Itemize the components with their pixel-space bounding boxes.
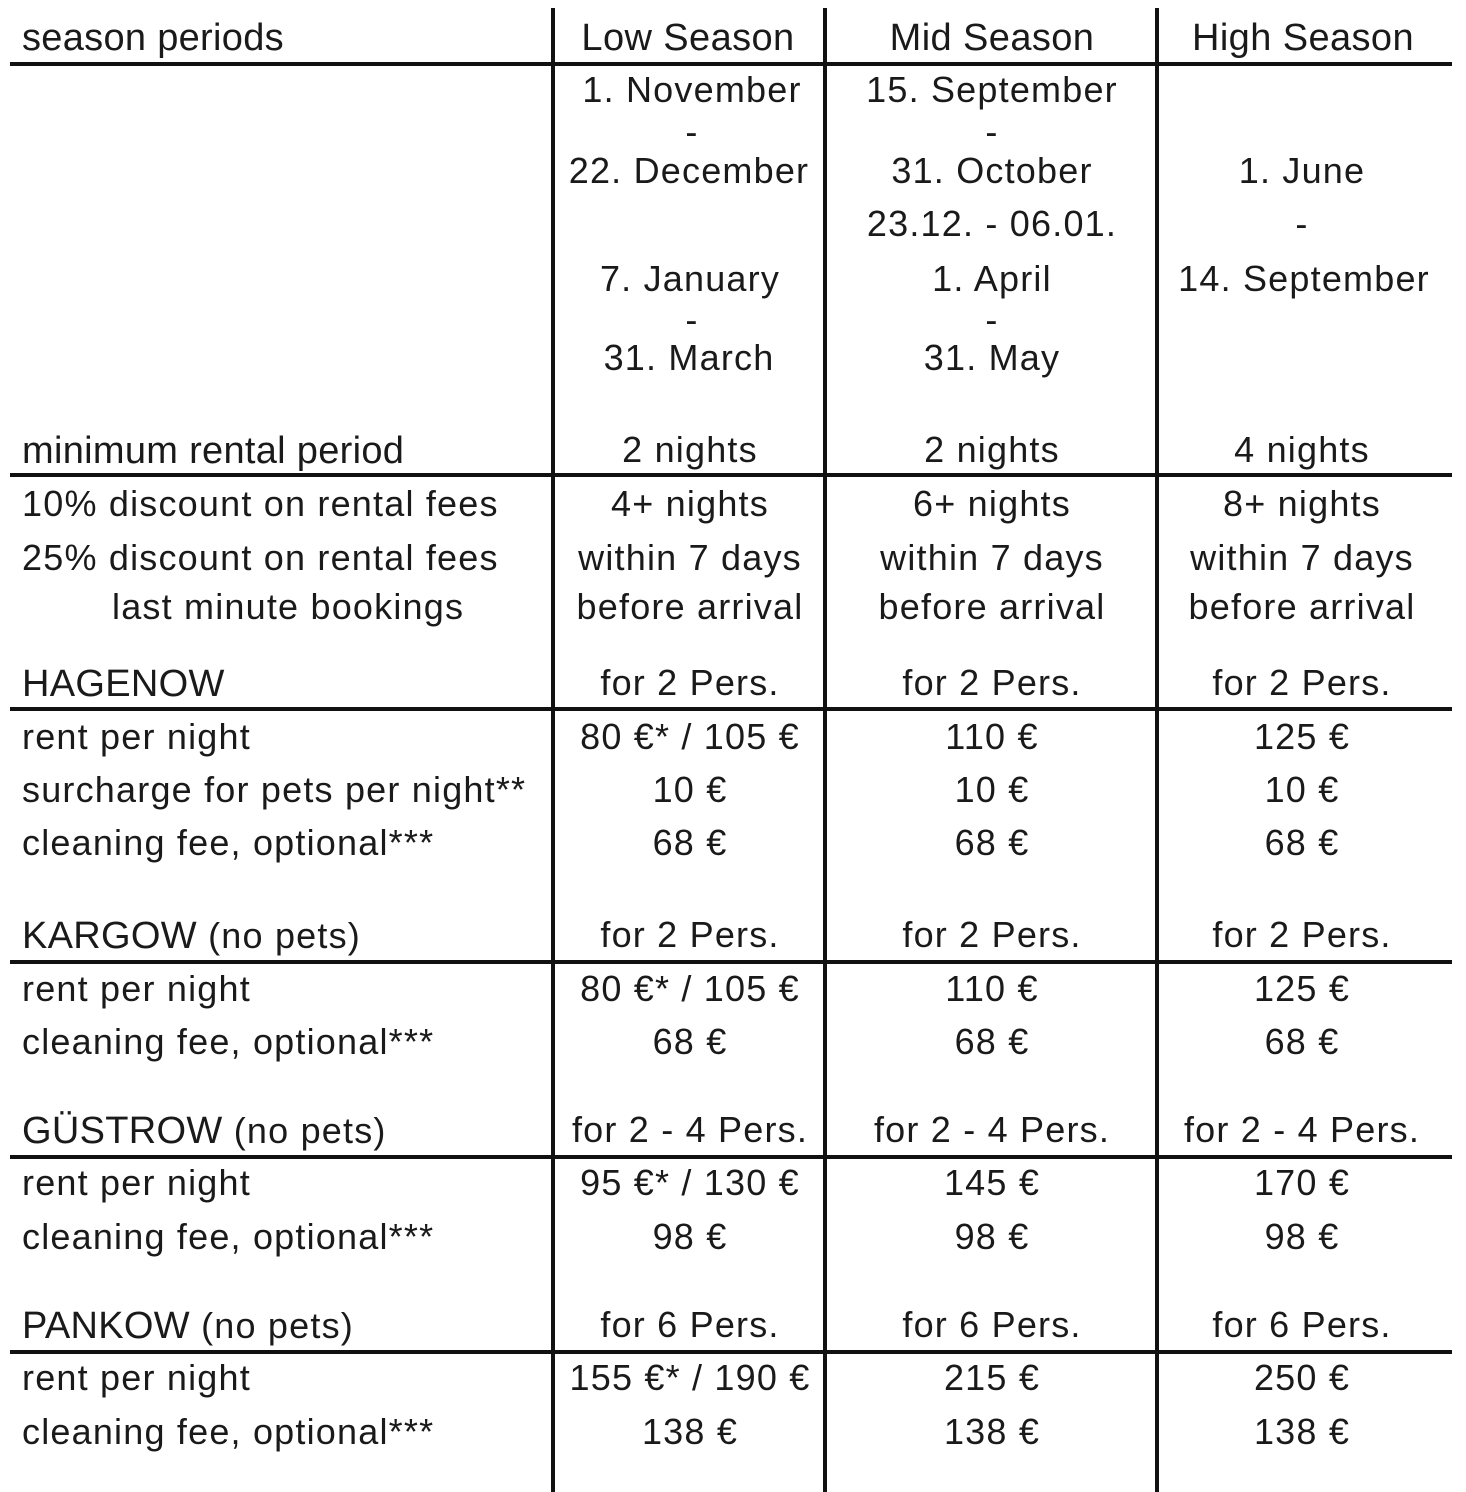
low-period-start-1: 1. November (582, 69, 802, 110)
hagenow-rent-label: rent per night (22, 716, 251, 757)
kargow-note: (no pets) (196, 915, 361, 956)
pankow-cleaning-label: cleaning fee, optional*** (22, 1411, 435, 1452)
discount-10-label: 10% discount on rental fees (22, 483, 499, 524)
guestrow-cleaning-high: 98 € (1264, 1216, 1340, 1257)
pankow-persons-mid: for 6 Pers. (902, 1304, 1082, 1345)
mid-period-end-2: 31. May (923, 337, 1061, 378)
guestrow-rent-mid: 145 € (943, 1162, 1041, 1203)
pankow-note: (no pets) (189, 1305, 354, 1346)
minimum-high: 4 nights (1234, 429, 1370, 470)
mid-period-dash-2: - (985, 299, 999, 340)
hagenow-cleaning-low: 68 € (652, 822, 728, 863)
hagenow-pets-high: 10 € (1264, 769, 1340, 810)
kargow-rent-label: rent per night (22, 968, 251, 1009)
discount-low-before: before arrival (576, 586, 804, 627)
mid-period-end-1: 31. October (891, 150, 1093, 191)
low-period-end-1: 22. December (568, 150, 810, 191)
hagenow-cleaning-high: 68 € (1264, 822, 1340, 863)
kargow-cleaning-low: 68 € (652, 1021, 728, 1062)
pankow-rent-mid: 215 € (943, 1357, 1041, 1398)
discount-mid-within: within 7 days (880, 537, 1104, 578)
kargow-rent-low: 80 €* / 105 € (580, 968, 800, 1009)
hagenow-rent-mid: 110 € (945, 716, 1039, 757)
minimum-rental-label: minimum rental period (22, 430, 405, 472)
minimum-low: 2 nights (622, 429, 758, 470)
kargow-persons-low: for 2 Pers. (600, 914, 780, 955)
pankow-persons-high: for 6 Pers. (1212, 1304, 1392, 1345)
hagenow-persons-mid: for 2 Pers. (902, 662, 1082, 703)
hagenow-cleaning-mid: 68 € (954, 822, 1030, 863)
pankow-cleaning-mid: 138 € (943, 1411, 1041, 1452)
guestrow-rent-high: 170 € (1253, 1162, 1351, 1203)
kargow-cleaning-high: 68 € (1264, 1021, 1340, 1062)
guestrow-cleaning-mid: 98 € (954, 1216, 1030, 1257)
high-period-start: 1. June (1238, 150, 1366, 191)
guestrow-rule (10, 1155, 1452, 1159)
kargow-name: KARGOW (22, 915, 197, 957)
discount-25-label: 25% discount on rental fees (22, 537, 499, 578)
kargow-rent-mid: 110 € (945, 968, 1039, 1009)
discount-high-nights: 8+ nights (1223, 483, 1381, 524)
guestrow-persons-mid: for 2 - 4 Pers. (873, 1109, 1111, 1150)
kargow-title (22, 917, 361, 955)
header-high-season: High Season (1192, 17, 1414, 59)
discount-high-before: before arrival (1188, 586, 1416, 627)
guestrow-persons-high: for 2 - 4 Pers. (1183, 1109, 1421, 1150)
guestrow-persons-low: for 2 - 4 Pers. (571, 1109, 809, 1150)
hagenow-pets-label: surcharge for pets per night** (22, 769, 527, 810)
mid-period-start-1: 15. September (866, 69, 1118, 110)
pankow-name: PANKOW (22, 1305, 190, 1347)
guestrow-title (22, 1112, 387, 1150)
hagenow-title: HAGENOW (22, 663, 225, 705)
mid-period-holidays: 23.12. - 06.01. (866, 203, 1118, 244)
pankow-rule (10, 1350, 1452, 1354)
kargow-cleaning-label: cleaning fee, optional*** (22, 1021, 435, 1062)
pankow-title (22, 1307, 354, 1345)
kargow-rule (10, 960, 1452, 964)
guestrow-cleaning-low: 98 € (652, 1216, 728, 1257)
guestrow-cleaning-label: cleaning fee, optional*** (22, 1216, 435, 1257)
minimum-rule (10, 473, 1452, 477)
high-period-end: 14. September (1178, 258, 1430, 299)
mid-period-dash-1: - (985, 111, 999, 152)
pankow-persons-low: for 6 Pers. (600, 1304, 780, 1345)
discount-low-nights: 4+ nights (611, 483, 769, 524)
pankow-rent-label: rent per night (22, 1357, 251, 1398)
high-period-dash: - (1295, 203, 1309, 244)
low-period-end-2: 31. March (603, 337, 775, 378)
low-period-dash-2: - (685, 299, 699, 340)
hagenow-cleaning-label: cleaning fee, optional*** (22, 822, 435, 863)
kargow-rent-high: 125 € (1253, 968, 1351, 1009)
low-period-start-2: 7. January (599, 258, 781, 299)
mid-period-start-2: 1. April (932, 258, 1052, 299)
hagenow-pets-mid: 10 € (954, 769, 1030, 810)
hagenow-persons-high: for 2 Pers. (1212, 662, 1392, 703)
discount-low-within: within 7 days (578, 537, 802, 578)
guestrow-note: (no pets) (222, 1110, 387, 1151)
hagenow-pets-low: 10 € (652, 769, 728, 810)
last-minute-label: last minute bookings (112, 586, 465, 627)
guestrow-rent-label: rent per night (22, 1162, 251, 1203)
discount-mid-before: before arrival (878, 586, 1106, 627)
hagenow-rule (10, 707, 1452, 711)
header-rule (10, 62, 1452, 66)
kargow-persons-mid: for 2 Pers. (902, 914, 1082, 955)
kargow-persons-high: for 2 Pers. (1212, 914, 1392, 955)
hagenow-rent-low: 80 €* / 105 € (580, 716, 800, 757)
column-divider-mid (823, 8, 827, 1492)
minimum-mid: 2 nights (924, 429, 1060, 470)
hagenow-persons-low: for 2 Pers. (600, 662, 780, 703)
column-divider-high (1155, 8, 1159, 1492)
pankow-cleaning-high: 138 € (1253, 1411, 1351, 1452)
discount-high-within: within 7 days (1190, 537, 1414, 578)
discount-mid-nights: 6+ nights (913, 483, 1071, 524)
header-low-season: Low Season (581, 17, 795, 59)
header-label: season periods (22, 17, 284, 59)
guestrow-name: GÜSTROW (22, 1110, 223, 1152)
guestrow-rent-low: 95 €* / 130 € (580, 1162, 800, 1203)
pankow-rent-high: 250 € (1253, 1357, 1351, 1398)
pankow-rent-low: 155 €* / 190 € (569, 1357, 811, 1398)
low-period-dash-1: - (685, 111, 699, 152)
header-mid-season: Mid Season (889, 17, 1095, 59)
pankow-cleaning-low: 138 € (641, 1411, 739, 1452)
column-divider-low (551, 8, 555, 1492)
hagenow-rent-high: 125 € (1253, 716, 1351, 757)
kargow-cleaning-mid: 68 € (954, 1021, 1030, 1062)
